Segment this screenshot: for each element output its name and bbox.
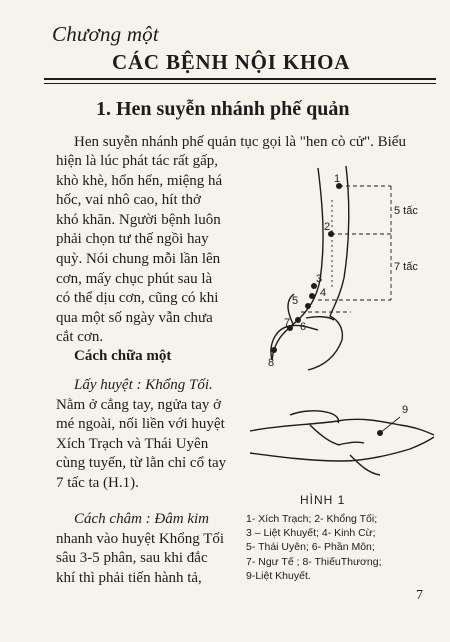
point-label-9: 9 [402, 404, 409, 416]
measure-upper-label: 5 tấc [394, 205, 418, 217]
intro-line: qua một số ngày vẫn chưa [56, 309, 213, 326]
intro-line: hiện là lúc phát tác rất gấp, [56, 153, 219, 169]
hand-outline [250, 411, 434, 475]
acupoint-label: Lấy huyệt : Khổng Tối. [74, 377, 213, 393]
acupoint-line: Xích Trạch và Thái Uyên [56, 435, 209, 452]
point-label-4: 4 [320, 287, 327, 299]
intro-line: khò khè, hổn hển, miệng há [56, 172, 223, 189]
forearm-outline [271, 166, 349, 370]
point-label-7: 7 [284, 317, 291, 329]
figure-caption: HÌNH 1 [300, 493, 346, 507]
point-label-3: 3 [316, 273, 323, 285]
point-label-5: 5 [292, 295, 299, 307]
acupoint-dot-8 [271, 347, 277, 353]
chapter-title: CÁC BỆNH NỘI KHOA [112, 50, 351, 74]
needling-line: sâu 3-5 phân, sau khi đắc [56, 550, 208, 567]
needling-line: khí thì phải tiến hành tả, [56, 569, 202, 586]
hand-acupoint-illustration [250, 395, 440, 485]
intro-line: quỳ. Nói chung mỗi lần lên [56, 250, 221, 267]
intro-first-line: Hen suyễn nhánh phế quản tục gọi là "hen cò cử". Biểu [74, 134, 406, 150]
legend-line: 1- Xích Trạch; 2- Khổng Tối; [246, 513, 378, 525]
point-label-6: 6 [300, 321, 307, 333]
intro-line: khó khăn. Người bệnh luôn [56, 211, 221, 228]
legend-line: 5- Thái Uyên; 6- Phần Môn; [246, 541, 375, 554]
point-label-1: 1 [334, 173, 341, 185]
legend-line: 3 – Liệt Khuyết; 4- Kinh Cừ; [246, 527, 376, 540]
intro-line: phải chọn tư thế ngồi hay [56, 231, 209, 248]
intro-line: hốc, vai nhô cao, hít thở [56, 192, 201, 209]
acupoint-line: mé ngoài, nối liền với huyệt [56, 416, 225, 433]
needling-paragraph [56, 510, 246, 588]
intro-line: cơn, mấy chục phút sau là [56, 270, 213, 287]
section-title: 1. Hen suyễn nhánh phế quản [96, 98, 350, 120]
legend-line: 7- Ngư Tế ; 8- ThiếuThương; [246, 555, 382, 568]
point-label-2: 2 [324, 221, 331, 233]
chapter-label: Chương một [52, 22, 159, 46]
acupoint-line: cùng tuyến, từ lằn chỉ cổ tay [56, 455, 227, 472]
measure-lower-label: 7 tấc [394, 261, 418, 273]
intro-paragraph [56, 152, 246, 348]
legend-line: 9-Liệt Khuyết. [246, 569, 311, 582]
needling-line: nhanh vào huyệt Khổng Tối [56, 530, 225, 547]
needling-label: Cách châm : Đâm kim [74, 511, 209, 527]
header-rule-thin [44, 83, 436, 84]
acupoint-dot-9 [377, 430, 383, 436]
figure-legend [246, 512, 446, 583]
acupoint-line: Nằm ở cẳng tay, ngửa tay ở [56, 396, 222, 413]
forearm-acupoint-illustration [246, 160, 446, 380]
measurement-lines [301, 186, 391, 312]
point-label-8: 8 [268, 357, 275, 369]
acupoint-dot-5 [305, 303, 311, 309]
acupoint-line: 7 tấc ta (H.1). [56, 474, 139, 491]
acupoint-dot-4 [309, 293, 315, 299]
intro-line: có thể dịu cơn, cũng có khi [56, 290, 219, 307]
intro-line: cắt cơn. [56, 329, 104, 346]
acupoint-paragraph [56, 376, 266, 494]
header-rule-thick [44, 78, 436, 80]
method-heading: Cách chữa một [74, 348, 172, 364]
page-number: 7 [416, 588, 423, 603]
